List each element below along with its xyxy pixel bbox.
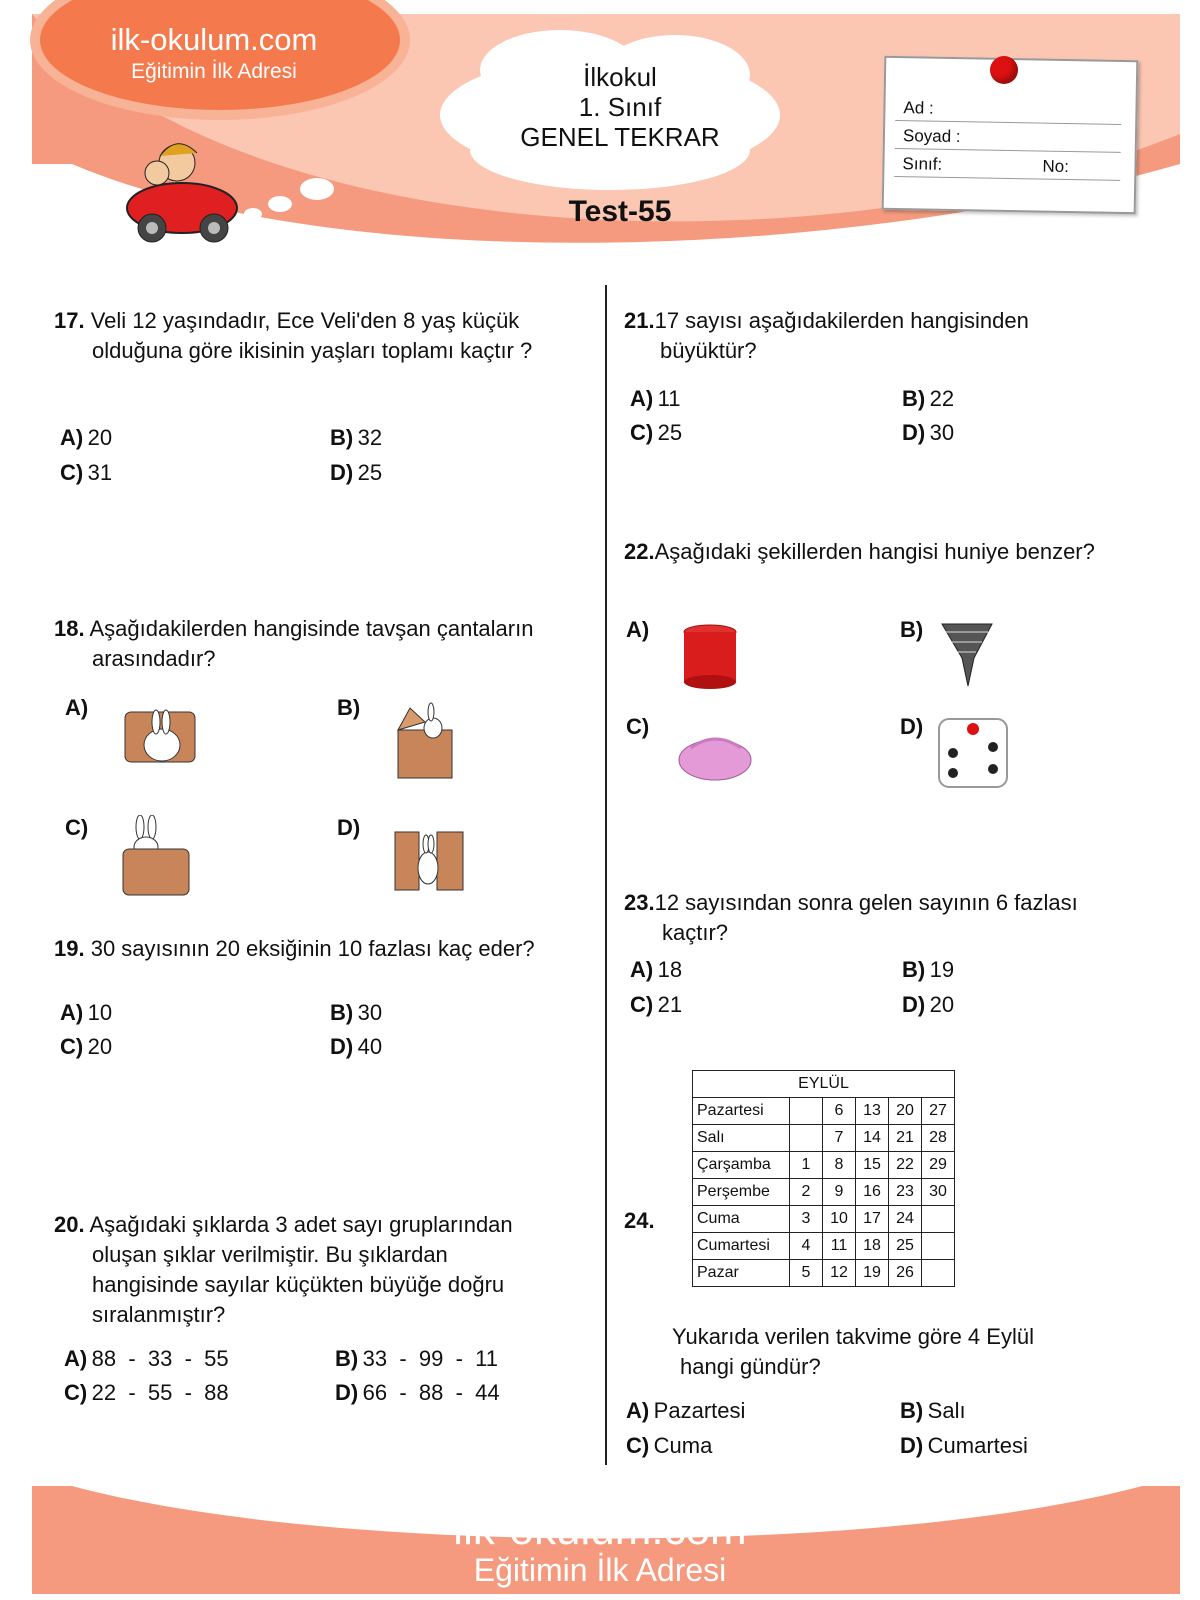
calendar-date-cell: 26: [889, 1260, 922, 1287]
calendar-row: [693, 1152, 955, 1179]
calendar-date-cell: 4: [790, 1233, 823, 1260]
calendar-date-cell: 9: [823, 1179, 856, 1206]
calendar-day-name: Çarşamba: [693, 1152, 790, 1179]
calendar-date-cell: 2: [790, 1179, 823, 1206]
q21-option-b[interactable]: B) 22: [902, 386, 955, 411]
question-text: Veli 12 yaşındadır, Ece Veli'den 8 yaş küçük: [90, 308, 520, 333]
question-number: 19.: [54, 936, 85, 961]
question-24-number: 24.: [624, 1208, 655, 1233]
q21-option-c[interactable]: C) 25: [630, 420, 683, 445]
september-calendar: [692, 1070, 955, 1287]
calendar-date-cell: 22: [889, 1152, 922, 1179]
calendar-date-cell: [922, 1233, 955, 1260]
calendar-date-cell: 20: [889, 1098, 922, 1125]
question-text: Yukarıda verilen takvime göre 4 Eylül: [672, 1324, 1034, 1349]
card-line: [894, 176, 1120, 181]
calendar-date-cell: 24: [889, 1206, 922, 1233]
calendar-date-cell: [790, 1098, 823, 1125]
card-line: [895, 148, 1121, 153]
red-candle-image[interactable]: [680, 622, 740, 690]
question-text: 30 sayısının 20 eksiğinin 10 fazlası kaç eder?: [90, 936, 535, 961]
calendar-date-cell: 5: [790, 1260, 823, 1287]
test-title: Test-55: [568, 195, 672, 228]
q17-option-d[interactable]: D) 25: [330, 460, 383, 485]
q24-option-d[interactable]: D) Cumartesi: [900, 1433, 1028, 1458]
q21-option-d[interactable]: D) 30: [902, 420, 955, 445]
question-text: arasındadır?: [92, 646, 216, 671]
question-text: sıralanmıştır?: [92, 1302, 226, 1327]
q22-option-c[interactable]: C): [626, 714, 650, 739]
calendar-row: [693, 1125, 955, 1152]
question-text: 17 sayısı aşağıdakilerden hangisinden: [654, 308, 1029, 333]
calendar-day-name: Perşembe: [693, 1179, 790, 1206]
q23-option-c[interactable]: C) 21: [630, 992, 683, 1017]
calendar-date-cell: [922, 1206, 955, 1233]
q20-option-a[interactable]: A) 88 - 33 - 55: [64, 1346, 229, 1371]
q22-option-d[interactable]: D): [900, 714, 924, 739]
question-text: hangi gündür?: [680, 1354, 821, 1379]
calendar-date-cell: 25: [889, 1233, 922, 1260]
question-number: 23.: [624, 890, 655, 915]
question-20: [54, 1210, 594, 1330]
rabbit-between-bags-image[interactable]: [393, 818, 465, 893]
calendar-date-cell: 6: [823, 1098, 856, 1125]
question-number: 22.: [624, 539, 655, 564]
title-school: İlkokul: [583, 62, 657, 92]
calendar-row: [693, 1206, 955, 1233]
calendar-row: [693, 1098, 955, 1125]
question-number: 18.: [54, 616, 85, 641]
q20-option-b[interactable]: B) 33 - 99 - 11: [335, 1346, 499, 1371]
question-23: [624, 888, 1184, 948]
q20-option-c[interactable]: C) 22 - 55 - 88: [64, 1380, 229, 1405]
question-18: [54, 614, 594, 674]
card-name-label: Ad :: [903, 98, 934, 118]
title-grade: 1. Sınıf: [578, 92, 662, 122]
rabbit-behind-bag-image[interactable]: [120, 815, 192, 897]
push-pin-icon: [990, 56, 1018, 84]
rabbit-in-front-of-bag-image[interactable]: [120, 700, 200, 770]
question-text: oluşan şıklar verilmiştir. Bu şıklardan: [92, 1242, 448, 1267]
calendar-date-cell: 13: [856, 1098, 889, 1125]
calendar-row: [693, 1260, 955, 1287]
q18-option-d[interactable]: D): [337, 815, 361, 840]
q23-option-d[interactable]: D) 20: [902, 992, 955, 1017]
question-19: [54, 934, 594, 964]
q22-option-b[interactable]: B): [900, 617, 924, 642]
q22-option-a[interactable]: A): [626, 617, 650, 642]
q18-option-b[interactable]: B): [337, 695, 361, 720]
question-text: Aşağıdaki şekillerden hangisi huniye benzer?: [654, 539, 1095, 564]
calendar-date-cell: 18: [856, 1233, 889, 1260]
q17-option-a[interactable]: A) 20: [60, 425, 113, 450]
calendar-day-name: Pazartesi: [693, 1098, 790, 1125]
column-divider: [605, 285, 607, 1465]
calendar-day-name: Pazar: [693, 1260, 790, 1287]
calendar-date-cell: 28: [922, 1125, 955, 1152]
q18-option-a[interactable]: A): [65, 695, 89, 720]
question-number: 17.: [54, 308, 85, 333]
question-24: [672, 1322, 1152, 1382]
calendar-date-cell: 29: [922, 1152, 955, 1179]
pink-bag-image[interactable]: [675, 730, 753, 784]
card-surname-label: Soyad :: [902, 126, 961, 147]
card-no-label: No:: [1042, 156, 1070, 177]
question-text: 12 sayısından sonra gelen sayının 6 fazlası: [654, 890, 1078, 915]
thought-bubble-small: [244, 208, 262, 220]
calendar-date-cell: 1: [790, 1152, 823, 1179]
q17-option-c[interactable]: C) 31: [60, 460, 113, 485]
q18-option-c[interactable]: C): [65, 815, 89, 840]
question-21: [624, 306, 1164, 366]
calendar-date-cell: 15: [856, 1152, 889, 1179]
calendar-day-name: Cuma: [693, 1206, 790, 1233]
q23-option-b[interactable]: B) 19: [902, 957, 955, 982]
question-text: hangisinde sayılar küçükten büyüğe doğru: [92, 1272, 505, 1297]
thought-bubble-medium: [268, 196, 292, 212]
q24-option-b[interactable]: B) Salı: [900, 1398, 966, 1423]
question-17: [54, 306, 594, 366]
calendar-date-cell: 21: [889, 1125, 922, 1152]
footer-site[interactable]: ilk-okulum.com: [453, 1505, 747, 1554]
q19-option-c[interactable]: C) 20: [60, 1034, 113, 1059]
tornado-image[interactable]: [938, 618, 996, 690]
calendar-date-cell: [790, 1125, 823, 1152]
title-block: [480, 62, 760, 152]
calendar-date-cell: [922, 1260, 955, 1287]
q20-option-d[interactable]: D) 66 - 88 - 44: [335, 1380, 500, 1405]
calendar-date-cell: 3: [790, 1206, 823, 1233]
q21-option-a[interactable]: A) 11: [630, 386, 681, 411]
calendar-row: [693, 1233, 955, 1260]
title-subject: GENEL TEKRAR: [520, 122, 720, 152]
question-text: büyüktür?: [660, 338, 757, 363]
calendar-date-cell: 16: [856, 1179, 889, 1206]
dice-image[interactable]: [935, 715, 1011, 791]
card-line: [895, 120, 1121, 125]
rabbit-in-bag-image[interactable]: [395, 700, 455, 782]
calendar-date-cell: 8: [823, 1152, 856, 1179]
q24-option-c[interactable]: C) Cuma: [626, 1433, 713, 1458]
calendar-date-cell: 14: [856, 1125, 889, 1152]
q24-option-a[interactable]: A) Pazartesi: [626, 1398, 746, 1423]
card-class-label: Sınıf:: [902, 154, 943, 174]
calendar-date-cell: 30: [922, 1179, 955, 1206]
question-text: kaçtır?: [662, 920, 729, 945]
calendar-month: EYLÜL: [693, 1071, 955, 1098]
question-number: 20.: [54, 1212, 85, 1237]
logo-site[interactable]: ilk-okulum.com: [110, 22, 318, 57]
calendar-date-cell: 11: [823, 1233, 856, 1260]
question-text: Aşağıdakilerden hangisinde tavşan çantaların: [89, 616, 534, 641]
q19-option-a[interactable]: A) 10: [60, 1000, 113, 1025]
question-text: Aşağıdaki şıklarda 3 adet sayı gruplarından: [89, 1212, 513, 1237]
calendar-date-cell: 12: [823, 1260, 856, 1287]
calendar-date-cell: 17: [856, 1206, 889, 1233]
calendar-day-name: Cumartesi: [693, 1233, 790, 1260]
calendar-row: [693, 1179, 955, 1206]
calendar-date-cell: 27: [922, 1098, 955, 1125]
q23-option-a[interactable]: A) 18: [630, 957, 683, 982]
q19-option-d[interactable]: D) 40: [330, 1034, 383, 1059]
calendar-date-cell: 10: [823, 1206, 856, 1233]
question-22: [624, 537, 1184, 567]
calendar-day-name: Salı: [693, 1125, 790, 1152]
q17-option-b[interactable]: B) 32: [330, 425, 383, 450]
calendar-date-cell: 23: [889, 1179, 922, 1206]
q19-option-b[interactable]: B) 30: [330, 1000, 383, 1025]
calendar-date-cell: 19: [856, 1260, 889, 1287]
thought-bubble-large: [300, 178, 334, 200]
question-text: olduğuna göre ikisinin yaşları toplamı kaçtır ?: [92, 338, 533, 363]
question-number: 21.: [624, 308, 655, 333]
logo-slogan: Eğitimin İlk Adresi: [131, 60, 297, 83]
calendar-date-cell: 7: [823, 1125, 856, 1152]
car-cartoon-illustration: [122, 128, 242, 248]
footer-slogan: Eğitimin İlk Adresi: [473, 1552, 727, 1588]
